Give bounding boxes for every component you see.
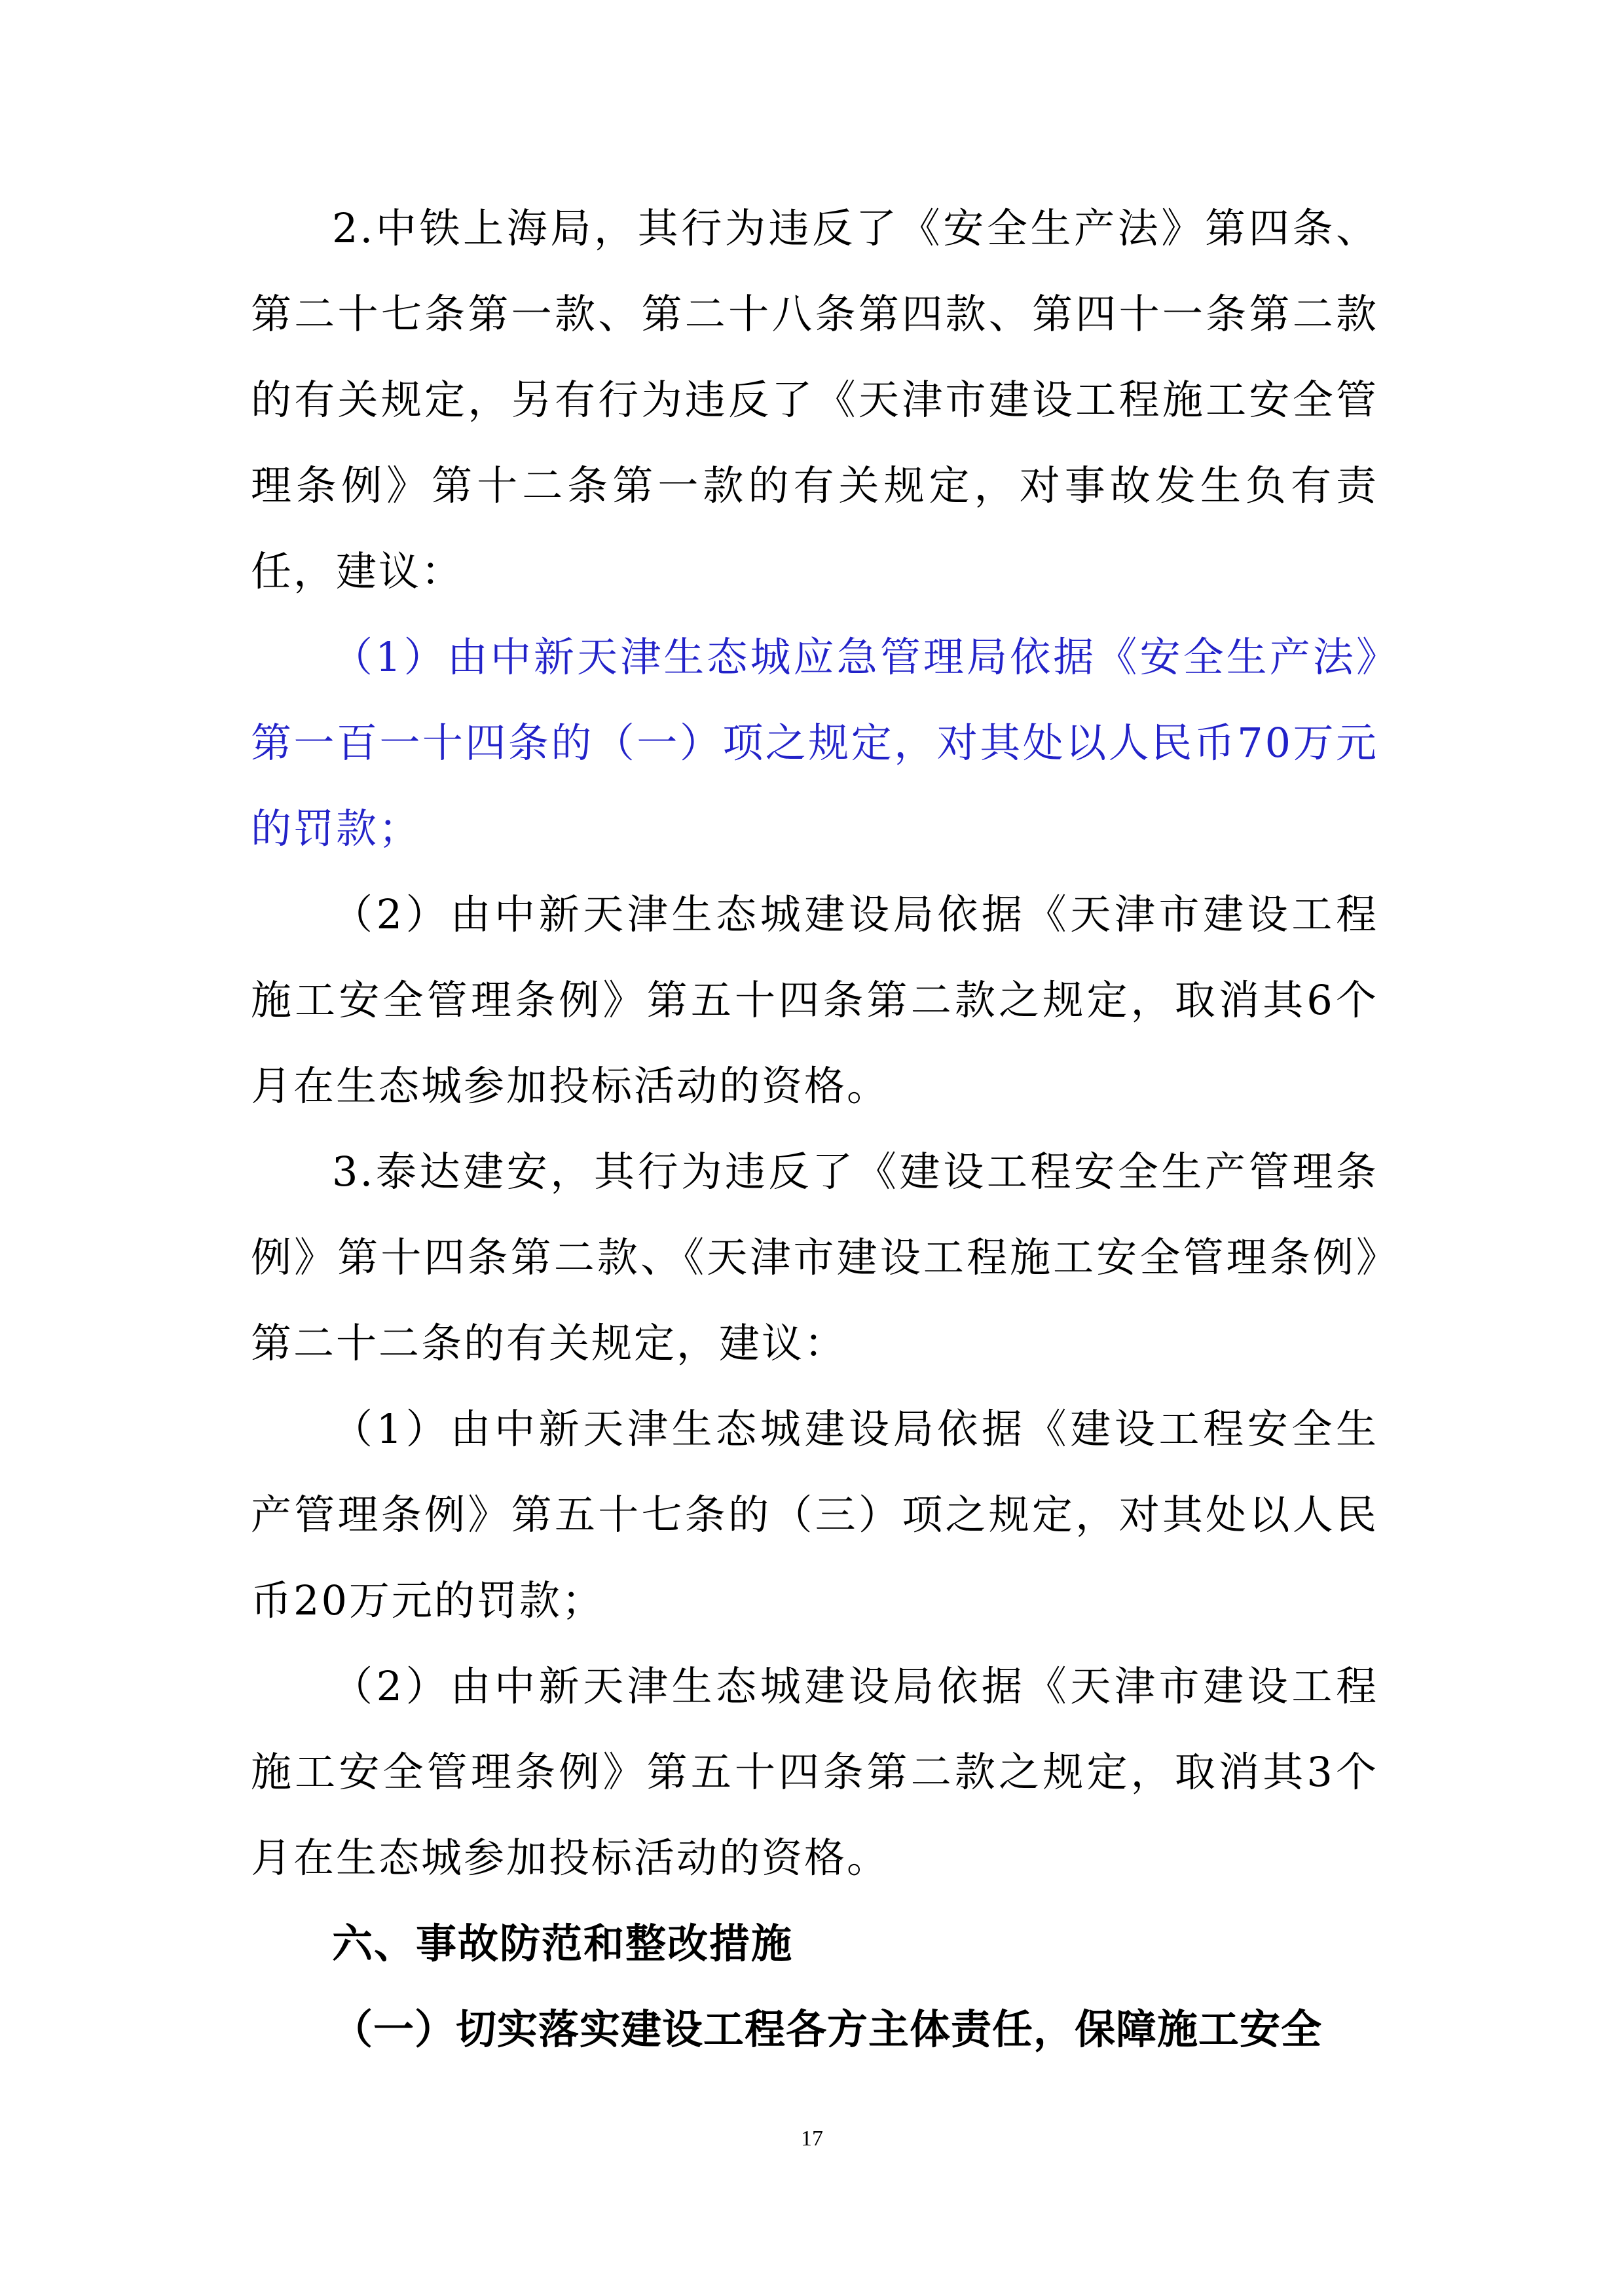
paragraph-taida-jianan: 3.泰达建安，其行为违反了《建设工程安全生产管理条例》第十四条第二款、《天津市建设工程施工安全管理条例》第二十二条的有关规定，建议： <box>251 1148 1378 1367</box>
paragraph-penalty-1-highlighted: （1）由中新天津生态城应急管理局依据《安全生产法》第一百一十四条的（一）项之规定，对其处以人民币70万元的罚款； <box>251 633 1378 852</box>
paragraph-taida-penalty-2: （2）由中新天津生态城建设局依据《天津市建设工程施工安全管理条例》第五十四条第二款之规定，取消其3个月在生态城参加投标活动的资格。 <box>251 1662 1378 1882</box>
paragraph-taida-penalty-1: （1）由中新天津生态城建设局依据《建设工程安全生产管理条例》第五十七条的（三）项之规定，对其处以人民币20万元的罚款； <box>251 1405 1378 1624</box>
page-number: 17 <box>801 2126 823 2151</box>
section-heading: 六、事故防范和整改措施 <box>332 1920 794 1967</box>
paragraph-penalty-2: （2）由中新天津生态城建设局依据《天津市建设工程施工安全管理条例》第五十四条第二款之规定，取消其6个月在生态城参加投标活动的资格。 <box>251 890 1378 1110</box>
paragraph-zhongtie-shanghai: 2.中铁上海局，其行为违反了《安全生产法》第四条、第二十七条第一款、第二十八条第四款、第四十一条第二款的有关规定，另有行为违反了《天津市建设工程施工安全管理条例》第十二条第一款的有关规定，对事故发生负有责任，建议： <box>251 204 1378 595</box>
subsection-heading: （一）切实落实建设工程各方主体责任，保障施工安全 <box>332 2005 1323 2053</box>
document-body <box>251 185 1378 2072</box>
